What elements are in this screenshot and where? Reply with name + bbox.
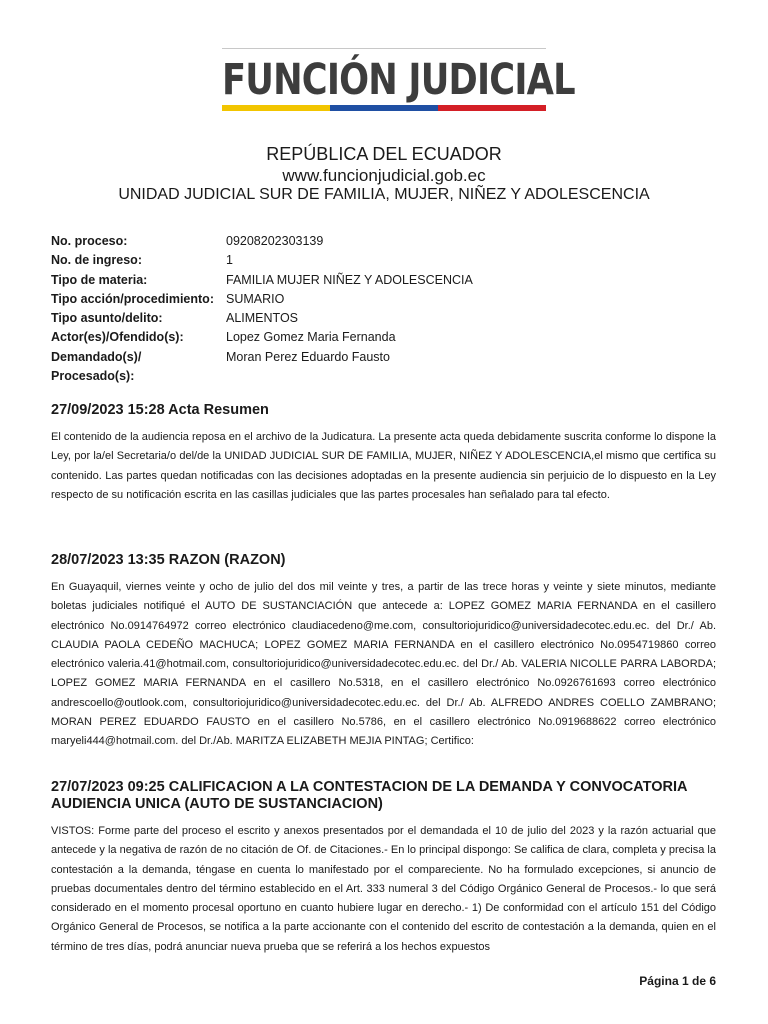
logo-text: FUNCIÓN JUDICIAL	[222, 55, 575, 105]
meta-key: Tipo asunto/delito:	[51, 311, 163, 326]
funcion-judicial-logo	[222, 48, 575, 111]
meta-key: Tipo acción/procedimiento:	[51, 291, 214, 306]
entry-body: VISTOS: Forme parte del proceso el escrito y anexos presentados por el demandada el 10 de julio del 2023 y la razón actuarial que antecede y la negativa de razón de no citación de Of. de Citaciones.- En lo principal dispongo: Se califica de clara, completa y precisa la contestación a la demanda, téngase en cuenta lo manifestado por el compareciente. No ha formulado excepciones, si anuncio de pruebas documentales dentro del término establecido en el Art. 333 numeral 3 del Código Orgánico General de Procesos.- lo que será considerado en el momento procesal oportuno en cuanto hubiere lugar en derecho.- 1) De conformidad con el artículo 151 del Código Orgánico General de Procesos, se notifica a la parte accionante con el contenido del escrito de contestación a la demanda, quien en el término de tres días, podrá anunciar nueva prueba que se referirá a los hechos expuestos	[51, 825, 716, 953]
case-metadata	[51, 232, 706, 386]
meta-row-asunto	[51, 309, 706, 328]
meta-key: Actor(es)/Ofendido(s):	[51, 330, 184, 345]
meta-row-ingreso	[51, 251, 706, 270]
website-link[interactable]: www.funcionjudicial.gob.ec	[282, 166, 486, 185]
meta-value: Lopez Gomez Maria Fernanda	[226, 330, 396, 345]
entry-title: 27/07/2023 09:25 CALIFICACION A LA CONTESTACION DE LA DEMANDA Y CONVOCATORIA AUDIENCIA UNICA (AUTO DE SUSTANCIACION)	[51, 779, 687, 812]
meta-value: FAMILIA MUJER NIÑEZ Y ADOLESCENCIA	[226, 272, 473, 287]
republic-heading: REPÚBLICA DEL ECUADOR	[266, 144, 502, 164]
meta-value: SUMARIO	[226, 291, 285, 306]
meta-row-demandado	[51, 348, 706, 387]
meta-row-materia	[51, 271, 706, 290]
meta-key: No. proceso:	[51, 234, 128, 248]
page-number: Página 1 de 6	[639, 974, 716, 988]
meta-row-actor	[51, 328, 706, 347]
meta-key: Tipo de materia:	[51, 272, 148, 287]
meta-row-accion	[51, 290, 706, 309]
logo-top-rule	[222, 48, 546, 49]
flag-blue	[330, 105, 438, 111]
entry-body: En Guayaquil, viernes veinte y ocho de julio del dos mil veinte y tres, a partir de las trece horas y veinte y siete minutos, mediante boletas judiciales notifiqué el AUTO DE SUSTANCIACIÓN que antecede a: LOPEZ GOMEZ MARIA FERNANDA en el casillero electrónico No.0914764972 correo electrónico claudiacedeno@me.com, consultoriojuridico@universidadecotec.edu.ec. del Dr./ Ab. CLAUDIA PAOLA CEDEÑO MACHUCA; LOPEZ GOMEZ MARIA FERNANDA en el casillero electrónico No.0954719860 correo electrónico valeria.41@hotmail.com, consultoriojuridico@universidadecotec.edu.ec. del Dr./ Ab. VALERIA NICOLLE PARRA LABORDA; LOPEZ GOMEZ MARIA FERNANDA en el casillero No.5318, en el casillero electrónico No.0926761693 correo electrónico andrescoello@outlook.com, consultoriojuridico@universidadecotec.edu.ec. del Dr./ Ab. ALFREDO ANDRES COELLO ZAMBRANO; MORAN PEREZ EDUARDO FAUSTO en el casillero No.5786, en el casillero electrónico No.0919688622 correo electrónico maryeli444@hotmail.com. del Dr./Ab. MARITZA ELIZABETH MEJIA PINTAG; Certifico:	[51, 581, 716, 748]
entry-title: 28/07/2023 13:35 RAZON (RAZON)	[51, 552, 286, 568]
entry-title: 27/09/2023 15:28 Acta Resumen	[51, 402, 269, 418]
entry-body: El contenido de la audiencia reposa en el archivo de la Judicatura. La presente acta queda debidamente suscrita conforme lo dispone la Ley, por la/el Secretaria/o del/de la UNIDAD JUDICIAL SUR DE FAMILIA, MUJER, NIÑEZ Y ADOLESCENCIA,el mismo que certifica su contenido. Las partes quedan notificadas con las decisiones adoptadas en la presente audiencia sin perjuicio de lo dispuesto en la Ley respecto de su notificación escrita en las casillas judiciales que las partes procesales han señalado para tal efecto.	[51, 431, 716, 501]
meta-key: Demandado(s)/ Procesado(s):	[51, 349, 142, 384]
meta-key: No. de ingreso:	[51, 253, 142, 268]
meta-row-proceso	[51, 232, 706, 251]
ecuador-flag-stripe	[222, 105, 546, 111]
meta-value: 09208202303139	[226, 234, 324, 248]
judicial-unit-heading: UNIDAD JUDICIAL SUR DE FAMILIA, MUJER, NIÑEZ Y ADOLESCENCIA	[118, 186, 650, 203]
meta-value: ALIMENTOS	[226, 311, 299, 326]
meta-value: 1	[226, 253, 233, 268]
flag-red	[438, 105, 546, 111]
meta-value: Moran Perez Eduardo Fausto	[226, 349, 390, 364]
flag-yellow	[222, 105, 330, 111]
